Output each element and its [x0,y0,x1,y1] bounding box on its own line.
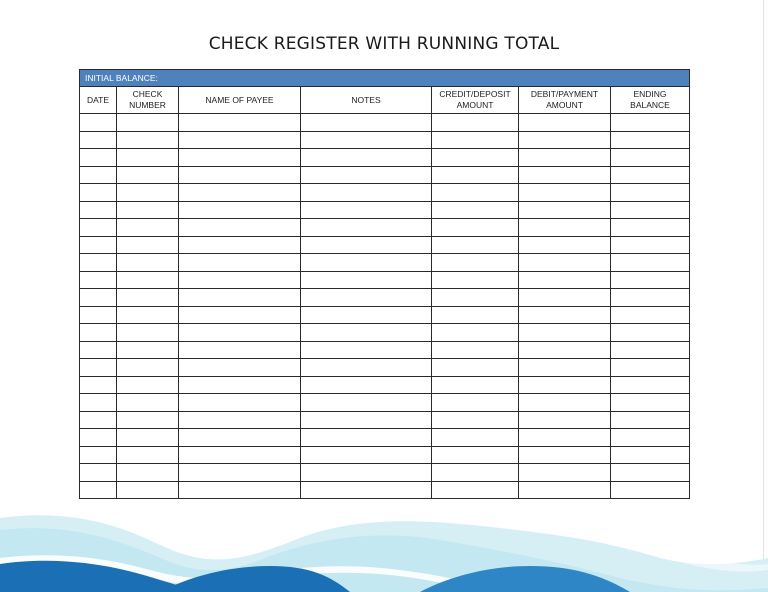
table-row [80,114,690,132]
cell-payee[interactable] [179,166,301,184]
table-row [80,446,690,464]
cell-credit[interactable] [432,219,519,237]
cell-check-number[interactable] [117,324,179,342]
table-row [80,376,690,394]
check-register-table [79,69,690,499]
cell-notes[interactable] [301,324,432,342]
cell-ending-balance[interactable] [611,324,690,342]
cell-debit[interactable] [519,271,611,289]
cell-payee[interactable] [179,254,301,272]
cell-date[interactable] [80,271,117,289]
cell-check-number[interactable] [117,464,179,482]
document-title: CHECK REGISTER WITH RUNNING TOTAL [208,34,560,54]
cell-date[interactable] [80,131,117,149]
column-header-payee: NAME OF PAYEE [179,87,301,114]
cell-check-number[interactable] [117,131,179,149]
table-row [80,429,690,447]
table-row [80,306,690,324]
cell-credit[interactable] [432,254,519,272]
cell-ending-balance[interactable] [611,131,690,149]
cell-debit[interactable] [519,166,611,184]
cell-notes[interactable] [301,289,432,307]
cell-check-number[interactable] [117,446,179,464]
cell-ending-balance[interactable] [611,411,690,429]
table-row [80,271,690,289]
cell-date[interactable] [80,306,117,324]
cell-credit[interactable] [432,289,519,307]
cell-notes[interactable] [301,271,432,289]
cell-date[interactable] [80,446,117,464]
cell-credit[interactable] [432,184,519,202]
table-row [80,201,690,219]
table-row [80,324,690,342]
cell-payee[interactable] [179,184,301,202]
cell-date[interactable] [80,236,117,254]
cell-date[interactable] [80,411,117,429]
initial-balance-label: INITIAL BALANCE: [85,73,158,83]
column-header-row [80,87,690,114]
cell-debit[interactable] [519,481,611,499]
cell-check-number[interactable] [117,184,179,202]
cell-date[interactable] [80,219,117,237]
initial-balance-cell[interactable] [80,70,690,87]
cell-payee[interactable] [179,324,301,342]
cell-notes[interactable] [301,236,432,254]
cell-payee[interactable] [179,411,301,429]
cell-debit[interactable] [519,324,611,342]
cell-ending-balance[interactable] [611,219,690,237]
column-header-ending-balance: ENDING BALANCE [611,87,690,114]
cell-ending-balance[interactable] [611,236,690,254]
cell-notes[interactable] [301,481,432,499]
cell-check-number[interactable] [117,254,179,272]
table-row [80,341,690,359]
table-row [80,219,690,237]
cell-payee[interactable] [179,289,301,307]
cell-debit[interactable] [519,236,611,254]
cell-credit[interactable] [432,131,519,149]
cell-ending-balance[interactable] [611,359,690,377]
cell-notes[interactable] [301,114,432,132]
cell-credit[interactable] [432,114,519,132]
cell-payee[interactable] [179,481,301,499]
cell-date[interactable] [80,481,117,499]
cell-debit[interactable] [519,429,611,447]
cell-check-number[interactable] [117,219,179,237]
cell-date[interactable] [80,359,117,377]
cell-debit[interactable] [519,464,611,482]
cell-payee[interactable] [179,446,301,464]
cell-date[interactable] [80,394,117,412]
cell-ending-balance[interactable] [611,166,690,184]
cell-payee[interactable] [179,429,301,447]
column-header-debit: DEBIT/PAYMENT AMOUNT [519,87,611,114]
cell-credit[interactable] [432,446,519,464]
cell-credit[interactable] [432,149,519,167]
initial-balance-row [80,70,690,87]
cell-check-number[interactable] [117,271,179,289]
cell-debit[interactable] [519,131,611,149]
cell-notes[interactable] [301,149,432,167]
cell-credit[interactable] [432,429,519,447]
cell-debit[interactable] [519,149,611,167]
cell-check-number[interactable] [117,289,179,307]
cell-debit[interactable] [519,201,611,219]
cell-payee[interactable] [179,341,301,359]
cell-ending-balance[interactable] [611,464,690,482]
cell-ending-balance[interactable] [611,254,690,272]
cell-credit[interactable] [432,341,519,359]
cell-credit[interactable] [432,481,519,499]
cell-notes[interactable] [301,254,432,272]
cell-check-number[interactable] [117,481,179,499]
cell-payee[interactable] [179,271,301,289]
cell-payee[interactable] [179,394,301,412]
cell-notes[interactable] [301,131,432,149]
cell-debit[interactable] [519,254,611,272]
cell-debit[interactable] [519,114,611,132]
cell-debit[interactable] [519,446,611,464]
cell-ending-balance[interactable] [611,184,690,202]
cell-payee[interactable] [179,376,301,394]
cell-date[interactable] [80,166,117,184]
cell-debit[interactable] [519,289,611,307]
cell-notes[interactable] [301,201,432,219]
cell-payee[interactable] [179,149,301,167]
cell-notes[interactable] [301,376,432,394]
cell-check-number[interactable] [117,376,179,394]
cell-payee[interactable] [179,306,301,324]
cell-ending-balance[interactable] [611,394,690,412]
cell-ending-balance[interactable] [611,306,690,324]
cell-date[interactable] [80,376,117,394]
table-row [80,411,690,429]
cell-ending-balance[interactable] [611,481,690,499]
cell-date[interactable] [80,149,117,167]
table-row [80,131,690,149]
table-row [80,289,690,307]
cell-ending-balance[interactable] [611,289,690,307]
column-header-date: DATE [80,87,117,114]
cell-debit[interactable] [519,184,611,202]
cell-credit[interactable] [432,464,519,482]
cell-ending-balance[interactable] [611,429,690,447]
cell-date[interactable] [80,464,117,482]
cell-debit[interactable] [519,411,611,429]
cell-debit[interactable] [519,376,611,394]
cell-date[interactable] [80,324,117,342]
cell-payee[interactable] [179,236,301,254]
cell-notes[interactable] [301,359,432,377]
cell-payee[interactable] [179,201,301,219]
cell-credit[interactable] [432,201,519,219]
cell-debit[interactable] [519,341,611,359]
cell-notes[interactable] [301,341,432,359]
decorative-wave-footer [0,500,768,592]
cell-credit[interactable] [432,306,519,324]
cell-date[interactable] [80,201,117,219]
cell-check-number[interactable] [117,429,179,447]
table-row [80,166,690,184]
cell-ending-balance[interactable] [611,271,690,289]
column-header-credit: CREDIT/DEPOSIT AMOUNT [432,87,519,114]
cell-credit[interactable] [432,271,519,289]
cell-notes[interactable] [301,394,432,412]
cell-date[interactable] [80,289,117,307]
cell-credit[interactable] [432,324,519,342]
cell-notes[interactable] [301,411,432,429]
cell-ending-balance[interactable] [611,149,690,167]
cell-date[interactable] [80,114,117,132]
cell-payee[interactable] [179,219,301,237]
cell-date[interactable] [80,254,117,272]
cell-check-number[interactable] [117,149,179,167]
column-header-check-number: CHECK NUMBER [117,87,179,114]
cell-notes[interactable] [301,446,432,464]
cell-check-number[interactable] [117,201,179,219]
cell-credit[interactable] [432,411,519,429]
cell-check-number[interactable] [117,114,179,132]
cell-date[interactable] [80,341,117,359]
cell-date[interactable] [80,184,117,202]
cell-ending-balance[interactable] [611,201,690,219]
cell-ending-balance[interactable] [611,446,690,464]
cell-check-number[interactable] [117,236,179,254]
column-header-notes: NOTES [301,87,432,114]
cell-debit[interactable] [519,306,611,324]
cell-debit[interactable] [519,219,611,237]
cell-credit[interactable] [432,394,519,412]
cell-notes[interactable] [301,429,432,447]
cell-check-number[interactable] [117,166,179,184]
cell-credit[interactable] [432,236,519,254]
table-row [80,359,690,377]
cell-payee[interactable] [179,131,301,149]
cell-notes[interactable] [301,184,432,202]
table-row [80,236,690,254]
cell-debit[interactable] [519,394,611,412]
table-row [80,481,690,499]
cell-payee[interactable] [179,464,301,482]
table-row [80,254,690,272]
cell-check-number[interactable] [117,306,179,324]
cell-payee[interactable] [179,114,301,132]
cell-notes[interactable] [301,166,432,184]
cell-credit[interactable] [432,166,519,184]
cell-payee[interactable] [179,359,301,377]
cell-ending-balance[interactable] [611,114,690,132]
cell-ending-balance[interactable] [611,341,690,359]
cell-date[interactable] [80,429,117,447]
cell-notes[interactable] [301,219,432,237]
table-row [80,149,690,167]
cell-notes[interactable] [301,464,432,482]
cell-check-number[interactable] [117,359,179,377]
table-row [80,394,690,412]
cell-ending-balance[interactable] [611,376,690,394]
cell-notes[interactable] [301,306,432,324]
table-row [80,184,690,202]
cell-check-number[interactable] [117,411,179,429]
cell-credit[interactable] [432,376,519,394]
cell-check-number[interactable] [117,394,179,412]
table-row [80,464,690,482]
cell-debit[interactable] [519,359,611,377]
cell-credit[interactable] [432,359,519,377]
cell-check-number[interactable] [117,341,179,359]
